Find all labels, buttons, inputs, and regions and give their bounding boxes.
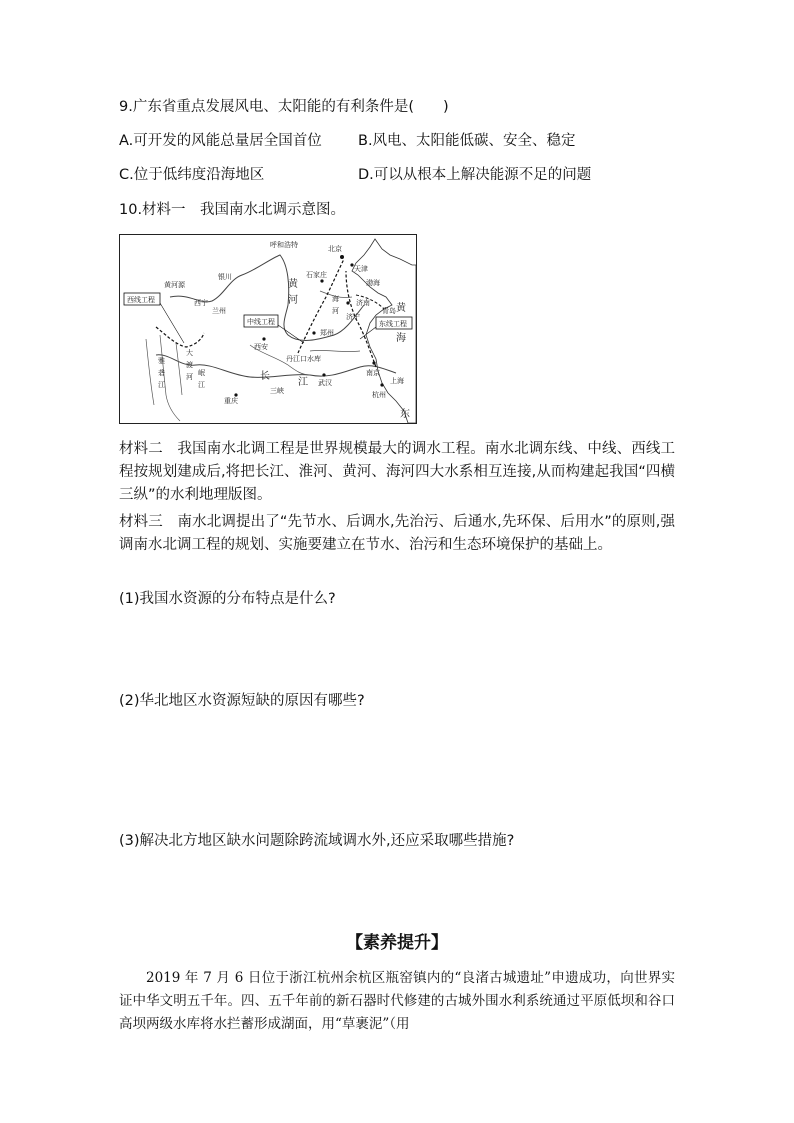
material-2: 材料二 我国南水北调工程是世界规模最大的调水工程。南水北调东线、中线、西线工程按规划建成后,将把长江、淮河、黄河、海河四大水系相互连接,从而构建起我国“四横三纵”的水利地理版图。 bbox=[119, 441, 675, 503]
city-zhengzhou bbox=[312, 331, 315, 334]
west-route bbox=[156, 327, 204, 347]
label-xining: 西宁 bbox=[194, 299, 208, 307]
east-project-label: 东线工程 bbox=[379, 320, 407, 328]
map-svg bbox=[120, 235, 416, 423]
label-lanzhou: 兰州 bbox=[212, 307, 226, 315]
label-bohai: 渤海 bbox=[366, 279, 380, 287]
label-beijing: 北京 bbox=[328, 245, 342, 253]
label-hangzhou: 杭州 bbox=[372, 391, 386, 399]
label-yalong-2: 砻 bbox=[158, 369, 165, 377]
west-project-label: 西线工程 bbox=[127, 296, 155, 304]
city-xian bbox=[262, 337, 265, 340]
label-jinan: 济南 bbox=[356, 299, 370, 307]
option-b: B.风电、太阳能低碳、安全、稳定 bbox=[358, 133, 576, 149]
label-yinchuan: 银川 bbox=[218, 273, 232, 281]
label-shanghai: 上海 bbox=[390, 377, 404, 385]
label-shijiazhuang: 石家庄 bbox=[306, 271, 327, 279]
sub-question-1: (1)我国水资源的分布特点是什么? bbox=[119, 591, 336, 607]
label-dadu-1: 大 bbox=[186, 349, 193, 357]
label-dadu-3: 河 bbox=[186, 373, 193, 381]
label-yalong-1: 雅 bbox=[158, 357, 165, 365]
sub-question-3: (3)解决北方地区缺水问题除跨流域调水外,还应采取哪些措施? bbox=[119, 833, 515, 849]
label-min-1: 岷 bbox=[198, 369, 205, 377]
label-hai-2: 河 bbox=[332, 307, 339, 315]
river-dadu bbox=[176, 343, 182, 395]
middle-project-label: 中线工程 bbox=[247, 318, 275, 326]
river-minjiang bbox=[160, 335, 180, 421]
option-d: D.可以从根本上解决能源不足的问题 bbox=[358, 167, 592, 183]
city-shijiazhuang bbox=[320, 279, 323, 282]
label-xian: 西安 bbox=[254, 343, 268, 351]
label-nanjing: 南京 bbox=[366, 369, 380, 377]
city-wuhan bbox=[322, 373, 325, 376]
city-jinan bbox=[346, 301, 349, 304]
label-huang-he-1: 黄 bbox=[288, 279, 298, 290]
label-hai-1: 海 bbox=[332, 295, 339, 303]
label-yalong-3: 江 bbox=[158, 381, 165, 389]
label-sanxia: 三峡 bbox=[270, 387, 284, 395]
option-a: A.可开发的风能总量居全国首位 bbox=[119, 133, 322, 149]
label-zhengzhou: 郑州 bbox=[320, 329, 334, 337]
sub-question-2: (2)华北地区水资源短缺的原因有哪些? bbox=[119, 693, 365, 709]
label-danjiangkou: 丹江口水库 bbox=[286, 355, 321, 363]
label-chang-jiang-2: 江 bbox=[298, 377, 308, 388]
label-min-2: 江 bbox=[198, 381, 205, 389]
section-body: 2019 年 7 月 6 日位于浙江杭州余杭区瓶窑镇内的“良渚古城遗址”申遗成功，向世界实证中华文明五千年。四、五千年前的新石器时代修建的古城外围水利系统通过平原低坝和谷口高坝两级水库将水拦蓄形成湖面，用“草裹泥”（用 bbox=[119, 970, 675, 1032]
label-hohhot: 呼和浩特 bbox=[270, 241, 298, 249]
label-huanghe-source: 黄河源 bbox=[164, 281, 185, 289]
label-dadu-2: 渡 bbox=[186, 361, 193, 369]
city-hangzhou bbox=[380, 383, 383, 386]
city-nanjing bbox=[372, 361, 375, 364]
huai-river bbox=[310, 350, 360, 351]
section-title: 【素养提升】 bbox=[346, 933, 448, 953]
label-qingdao: 青岛 bbox=[382, 307, 396, 315]
option-c: C.位于低纬度沿海地区 bbox=[119, 167, 265, 183]
label-wuhan: 武汉 bbox=[318, 379, 332, 387]
label-tianjin: 天津 bbox=[354, 265, 368, 273]
material-3: 材料三 南水北调提出了“先节水、后调水,先治污、后通水,先环保、后用水”的原则,强调南水北调工程的规划、实施要建立在节水、治污和生态环境保护的基础上。 bbox=[119, 514, 675, 553]
city-beijing bbox=[340, 255, 344, 259]
label-yellow-sea-2: 海 bbox=[396, 333, 406, 344]
label-east-sea: 东 bbox=[400, 409, 410, 420]
question-9-stem: 9.广东省重点发展风电、太阳能的有利条件是( ) bbox=[119, 99, 449, 115]
middle-pointer bbox=[278, 325, 304, 343]
south-north-water-diversion-map bbox=[119, 234, 417, 424]
label-jining: 济宁 bbox=[346, 313, 360, 321]
label-chang-jiang-1: 长 bbox=[260, 371, 270, 382]
material-1-title: 10.材料一 我国南水北调示意图。 bbox=[119, 202, 346, 218]
label-chongqing: 重庆 bbox=[224, 397, 238, 405]
river-yalong bbox=[146, 339, 154, 405]
west-pointer bbox=[160, 303, 184, 343]
label-yellow-sea-1: 黄 bbox=[396, 303, 406, 314]
label-huang-he-2: 河 bbox=[288, 295, 298, 306]
